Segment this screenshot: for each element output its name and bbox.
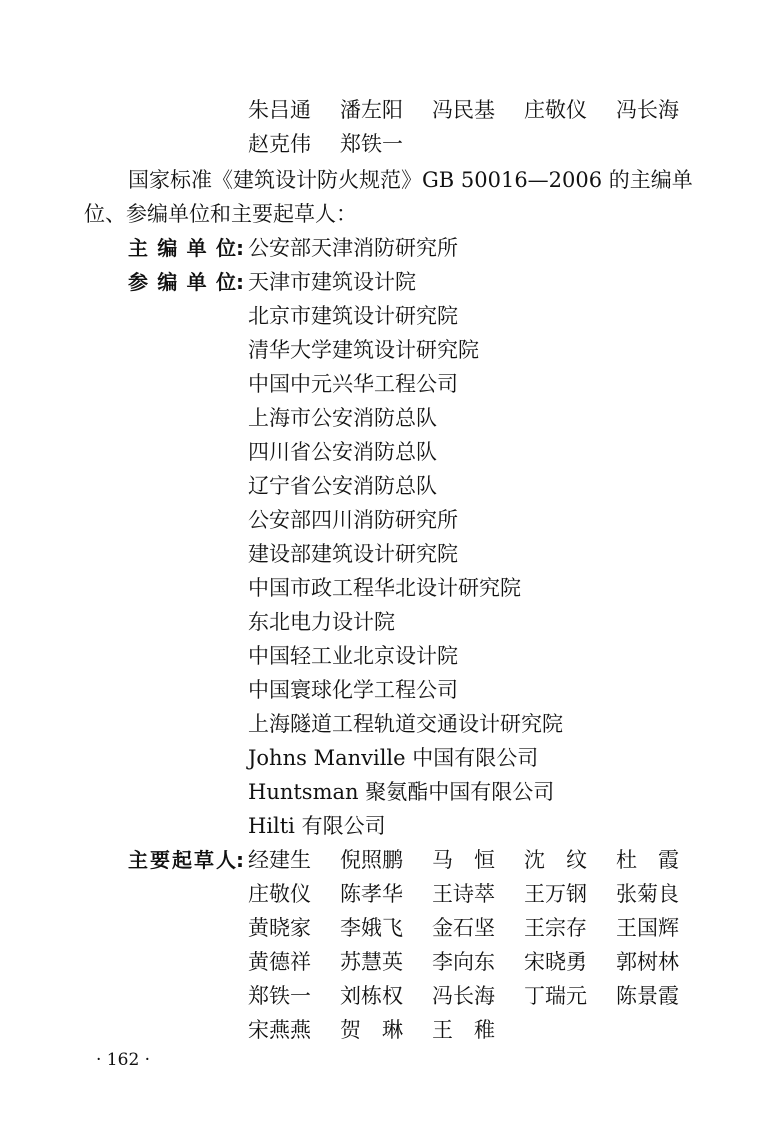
person-name: 朱吕通: [248, 98, 311, 122]
drafter-row: [248, 948, 708, 976]
person-name: 陈孝华: [340, 882, 403, 906]
participating-unit: 中国市政工程华北设计研究院: [248, 576, 521, 600]
person-name: 王国辉: [616, 916, 679, 940]
participating-unit: 东北电力设计院: [248, 610, 395, 634]
person-name: 经建生: [248, 848, 311, 872]
person-name: 丁瑞元: [524, 984, 587, 1008]
page-number: · 162 ·: [96, 1050, 151, 1070]
person-name: 宋晓勇: [524, 950, 587, 974]
person-name: 杜 霞: [616, 848, 679, 872]
participating-unit: 公安部四川消防研究所: [248, 508, 458, 532]
participating-units-label: [128, 268, 248, 296]
participating-unit: 中国寰球化学工程公司: [248, 678, 458, 702]
person-name: 赵克伟: [248, 132, 311, 156]
drafter-row: [248, 982, 708, 1010]
participating-unit: 辽宁省公安消防总队: [248, 474, 437, 498]
person-name: 宋燕燕: [248, 1018, 311, 1042]
chief-unit-label-text: 主 编 单 位: [128, 236, 236, 260]
person-name: 王诗萃: [432, 882, 495, 906]
label-colon: :: [236, 848, 244, 872]
person-name: 刘栋权: [340, 984, 403, 1008]
person-name: 张菊良: [616, 882, 679, 906]
person-name: 冯长海: [616, 98, 679, 122]
person-name: 冯民基: [432, 98, 495, 122]
drafter-row: [248, 880, 708, 908]
person-name: 苏慧英: [340, 950, 403, 974]
person-name: 郭树林: [616, 950, 679, 974]
person-name: 马 恒: [432, 848, 495, 872]
person-name: 庄敬仪: [248, 882, 311, 906]
label-colon: :: [236, 270, 244, 294]
name-row: [248, 96, 708, 124]
person-name: 王宗存: [524, 916, 587, 940]
person-name: 冯长海: [432, 984, 495, 1008]
chief-unit-label: [128, 234, 248, 262]
name-row: [248, 130, 432, 158]
participating-unit: Hilti 有限公司: [248, 814, 386, 838]
person-name: 黄晓家: [248, 916, 311, 940]
person-name: 潘左阳: [340, 98, 403, 122]
person-name: 倪照鹏: [340, 848, 403, 872]
intro-line: 位、参编单位和主要起草人：: [84, 202, 357, 226]
drafters-label-text: 主要起草人: [128, 848, 236, 872]
drafters-label: [128, 846, 248, 874]
participating-unit: Johns Manville 中国有限公司: [248, 746, 539, 770]
person-name: 王 稚: [432, 1018, 495, 1042]
drafter-row: [248, 914, 708, 942]
participating-unit: 天津市建筑设计院: [248, 270, 416, 294]
person-name: 郑铁一: [248, 984, 311, 1008]
person-name: 沈 纹: [524, 848, 587, 872]
participating-unit: 中国中元兴华工程公司: [248, 372, 458, 396]
participating-unit: 建设部建筑设计研究院: [248, 542, 458, 566]
person-name: 金石坚: [432, 916, 495, 940]
person-name: 庄敬仪: [524, 98, 587, 122]
person-name: 李向东: [432, 950, 495, 974]
participating-unit: Huntsman 聚氨酯中国有限公司: [248, 780, 555, 804]
person-name: 郑铁一: [340, 132, 403, 156]
person-name: 李娥飞: [340, 916, 403, 940]
person-name: 王万钢: [524, 882, 587, 906]
drafter-row: [248, 1016, 524, 1044]
label-colon: :: [236, 236, 244, 260]
intro-line: 国家标准《建筑设计防火规范》GB 50016—2006 的主编单: [128, 168, 693, 192]
participating-unit: 上海隧道工程轨道交通设计研究院: [248, 712, 563, 736]
chief-unit-value: 公安部天津消防研究所: [248, 236, 458, 260]
person-name: 黄德祥: [248, 950, 311, 974]
participating-unit: 上海市公安消防总队: [248, 406, 437, 430]
person-name: 贺 琳: [340, 1018, 403, 1042]
participating-unit: 北京市建筑设计研究院: [248, 304, 458, 328]
participating-unit: 清华大学建筑设计研究院: [248, 338, 479, 362]
drafter-row: [248, 846, 708, 874]
participating-unit: 四川省公安消防总队: [248, 440, 437, 464]
person-name: 陈景霞: [616, 984, 679, 1008]
participating-units-label-text: 参 编 单 位: [128, 270, 236, 294]
participating-unit: 中国轻工业北京设计院: [248, 644, 458, 668]
